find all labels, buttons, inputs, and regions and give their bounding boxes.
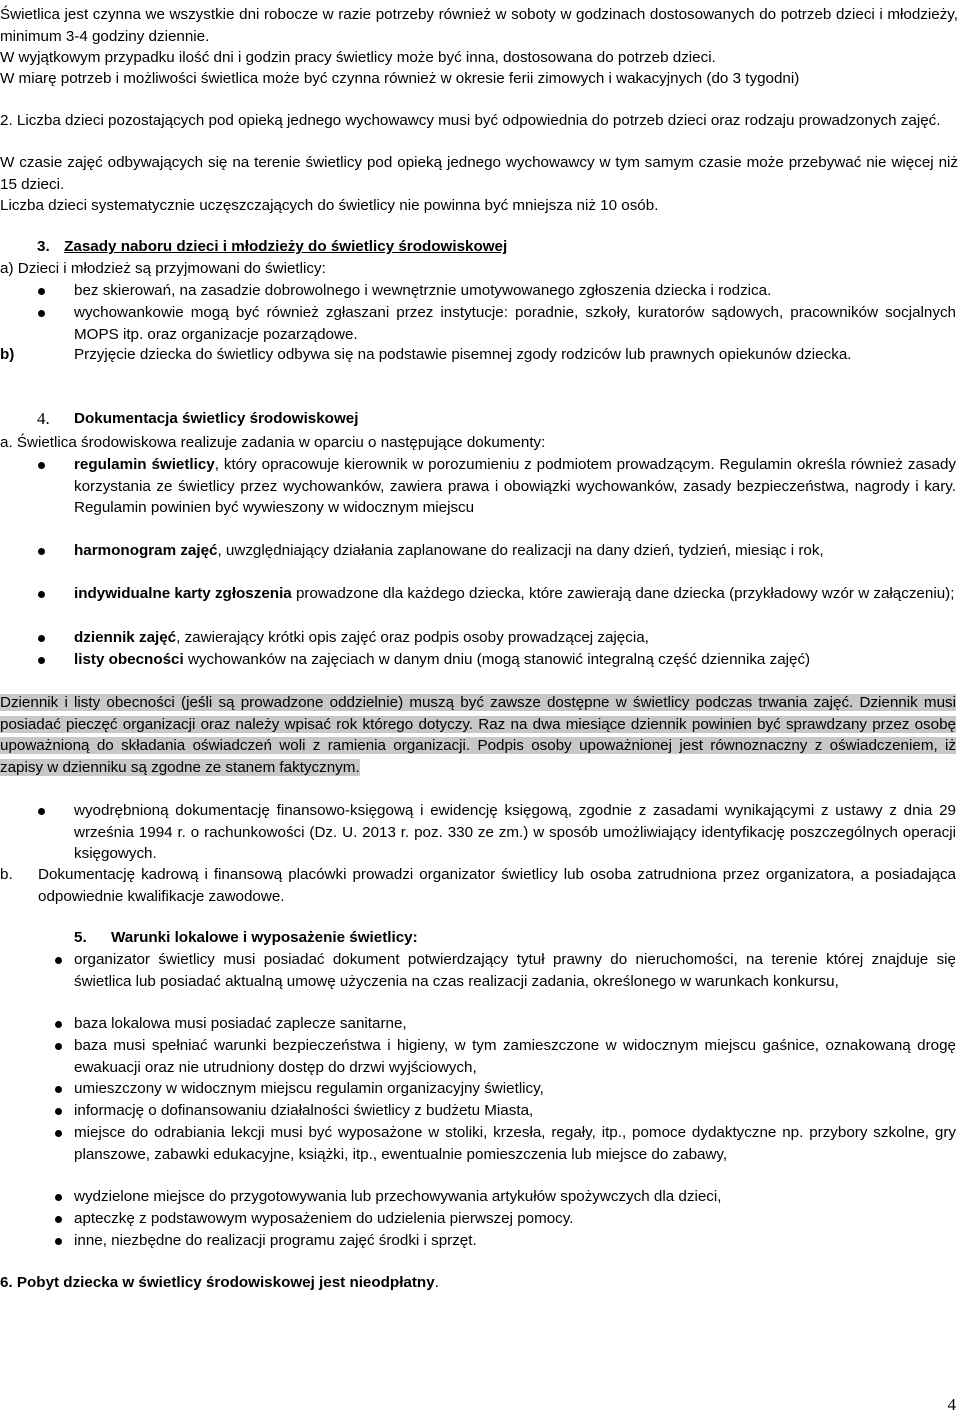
bullet-icon bbox=[55, 957, 62, 964]
section-3-lead: a) Dzieci i młodzież są przyjmowani do świetlicy: bbox=[0, 260, 326, 277]
paragraph-children-count: 2. Liczba dzieci pozostających pod opieką jednego wychowawcy musi być odpowiednia do potrzeb dzieci oraz rodzaju prowadzonych zajęć. bbox=[0, 112, 941, 129]
section-6-text: 6. Pobyt dziecka w świetlicy środowiskowej jest nieodpłatny bbox=[0, 1274, 435, 1291]
paragraph-max-children: W czasie zajęć odbywających się na terenie świetlicy pod opieką jednego wychowawcy w tym samym czasie może przebywać nie więcej niż 15 dzieci. bbox=[0, 154, 958, 193]
bullet-icon bbox=[38, 635, 45, 642]
highlighted-note bbox=[0, 692, 956, 778]
section-3-number: 3. bbox=[37, 238, 50, 255]
point-b-marker: b. bbox=[0, 866, 13, 883]
bullet-icon bbox=[55, 1216, 62, 1223]
list-item-text: dziennik zajęć, zawierający krótki opis zajęć oraz podpis osoby prowadzącej zajęcia, bbox=[74, 629, 649, 646]
bullet-icon bbox=[38, 548, 45, 555]
section-4-title: Dokumentacja świetlicy środowiskowej bbox=[74, 410, 359, 427]
list-item-text: wyodrębnioną dokumentację finansowo-księgową i ewidencję księgową, zgodnie z zasadami wynikającymi z ustawy z dnia 29 września 1994 r. o rachunkowości (Dz. U. 2013 r. poz. 330 ze zm.) w sposób umożliwiający identyfikację poszczególnych operacji księgowych. bbox=[74, 802, 956, 862]
list-item-text: harmonogram zajęć, uwzględniający działania zaplanowane do realizacji na dany dzień, tydzień, miesiąc i rok, bbox=[74, 542, 824, 559]
paragraph-min-children: Liczba dzieci systematycznie uczęszczających do świetlicy nie powinna być mniejsza niż 10 osób. bbox=[0, 197, 659, 214]
list-item-text: umieszczony w widocznym miejscu regulamin organizacyjny świetlicy, bbox=[74, 1080, 544, 1097]
bullet-icon bbox=[55, 1086, 62, 1093]
bullet-icon bbox=[55, 1043, 62, 1050]
list-item-text: listy obecności wychowanków na zajęciach w danym dniu (mogą stanowić integralną część dziennika zajęć) bbox=[74, 651, 811, 668]
bullet-icon bbox=[55, 1194, 62, 1201]
bullet-icon bbox=[55, 1021, 62, 1028]
point-b-text: Dokumentację kadrową i finansową placówki prowadzi organizator świetlicy lub osoba zatrudniona przez organizatora, a posiadająca odpowiednie kwalifikacje zawodowe. bbox=[38, 866, 956, 905]
list-item-text: bez skierowań, na zasadzie dobrowolnego i wewnętrznie umotywowanego zgłoszenia dziecka i rodzica. bbox=[74, 282, 772, 299]
list-item-text: indywidualne karty zgłoszenia prowadzone dla każdego dziecka, które zawierają dane dziecka (przykładowy wzór w załączeniu); bbox=[74, 585, 955, 602]
list-item-text: wydzielone miejsce do przygotowywania lub przechowywania artykułów spożywczych dla dzieci, bbox=[74, 1188, 722, 1205]
bullet-icon bbox=[38, 462, 45, 469]
highlighted-note-text: Dziennik i listy obecności (jeśli są prowadzone oddzielnie) muszą być zawsze dostępne w świetlicy podczas trwania zajęć. Dziennik musi posiadać pieczęć organizacji oraz należy wpisać rok którego dotyczy. Raz na dwa miesiące dziennik powinien być sprawdzany przez osobę upoważnioną do składania oświadczeń woli z ramienia organizacji. Podpis osoby upoważnionej jest równoznaczny z oświadczeniem, iż zapisy w dzienniku są zgodne ze stanem faktycznym. bbox=[0, 694, 956, 776]
paragraph-exception: W wyjątkowym przypadku ilość dni i godzin pracy świetlicy może być inna, dostosowana do potrzeb dzieci. bbox=[0, 49, 716, 66]
section-3-title: Zasady naboru dzieci i młodzieży do świetlicy środowiskowej bbox=[64, 238, 508, 255]
list-item-text: organizator świetlicy musi posiadać dokument potwierdzający tytuł prawny do nieruchomości, na terenie której znajduje się świetlica lub posiadać aktualną umowę użyczenia na czas realizacji zadania, określonego w warunkach konkursu, bbox=[74, 951, 956, 990]
list-item-text: baza musi spełniać warunki bezpieczeństwa i higieny, w tym zamieszczone w widocznym miejscu gaśnice, oznakowaną drogę ewakuacji oraz nie utrudniony dostęp do drzwi wyjściowych, bbox=[74, 1037, 956, 1076]
paragraph-holidays: W miarę potrzeb i możliwości świetlica może być czynna również w okresie ferii zimowych i wakacyjnych (do 3 tygodni) bbox=[0, 70, 800, 87]
section-6-statement bbox=[0, 1272, 958, 1294]
list-item-text: inne, niezbędne do realizacji programu zajęć środki i sprzęt. bbox=[74, 1232, 477, 1249]
bullet-icon bbox=[55, 1238, 62, 1245]
section-5-title: Warunki lokalowe i wyposażenie świetlicy: bbox=[111, 929, 418, 946]
section-3-heading bbox=[37, 236, 507, 258]
bullet-icon bbox=[55, 1130, 62, 1137]
point-b-text: Przyjęcie dziecka do świetlicy odbywa się na podstawie pisemnej zgody rodziców lub prawnych opiekunów dziecka. bbox=[74, 346, 852, 363]
section-5-heading bbox=[74, 927, 960, 949]
bullet-icon bbox=[38, 310, 45, 317]
list-item-text: regulamin świetlicy, który opracowuje kierownik w porozumieniu z podmiotem prowadzącym. Regulamin określa również zasady korzystania ze świetlicy przez wychowanków, zawiera prawa i obowiązki wychowanków, zasady bezpieczeństwa, nagrody i kary. Regulamin powinien być wywieszony w widocznym miejscu bbox=[74, 456, 956, 516]
page-number: 4 bbox=[947, 1395, 956, 1414]
section-6-period: . bbox=[434, 1274, 439, 1291]
section-4-number: 4. bbox=[37, 409, 50, 428]
section-5-number: 5. bbox=[74, 929, 87, 946]
paragraph-opening-hours: Świetlica jest czynna we wszystkie dni robocze w razie potrzeby również w soboty w godzinach dostosowanych do potrzeb dzieci i młodzieży, minimum 3-4 godziny dziennie. bbox=[0, 6, 958, 45]
bullet-icon bbox=[38, 288, 45, 295]
list-item-text: apteczkę z podstawowym wyposażeniem do udzielenia pierwszej pomocy. bbox=[74, 1210, 574, 1227]
point-b-marker: b) bbox=[0, 346, 15, 363]
list-item-text: informację o dofinansowaniu działalności świetlicy z budżetu Miasta, bbox=[74, 1102, 534, 1119]
section-4-heading bbox=[37, 408, 960, 431]
section-4-lead: a. Świetlica środowiskowa realizuje zadania w oparciu o następujące dokumenty: bbox=[0, 434, 546, 451]
list-item-text: wychowankowie mogą być również zgłaszani przez instytucje: poradnie, szkoły, kuratorów sądowych, pracowników socjalnych MOPS itp. oraz organizacje pozarządowe. bbox=[74, 304, 956, 343]
bullet-icon bbox=[38, 808, 45, 815]
list-item-text: baza lokalowa musi posiadać zaplecze sanitarne, bbox=[74, 1015, 407, 1032]
bullet-icon bbox=[55, 1108, 62, 1115]
bullet-icon bbox=[38, 657, 45, 664]
bullet-icon bbox=[38, 591, 45, 598]
list-item-text: miejsce do odrabiania lekcji musi być wyposażone w stoliki, krzesła, regały, itp., pomoce dydaktyczne np. przybory szkolne, gry planszowe, zabawki edukacyjne, książki, itp., ewentualnie pomieszczenia lub miejsce do zabawy, bbox=[74, 1124, 956, 1163]
